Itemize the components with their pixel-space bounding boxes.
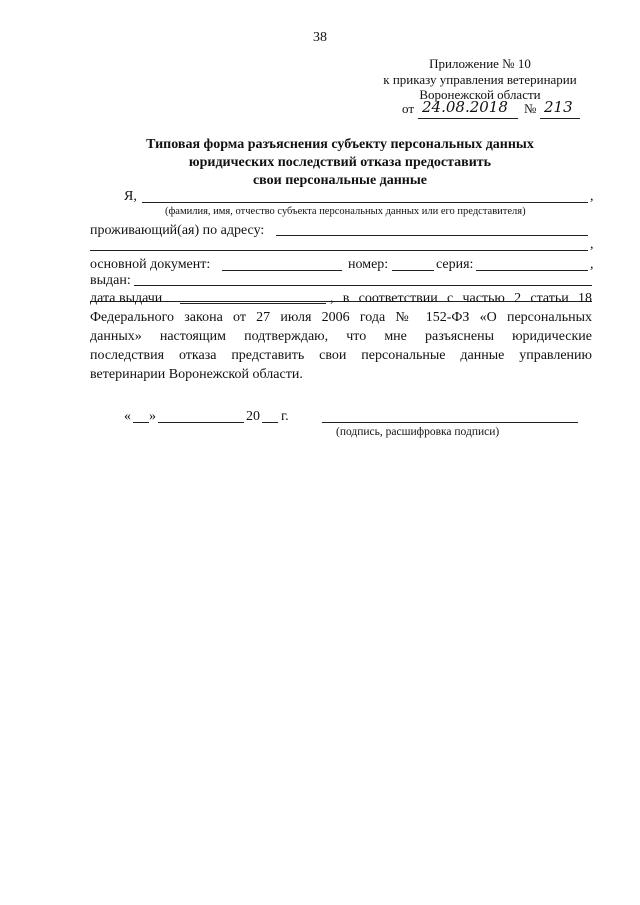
appendix-line-1: Приложение № 10 [429, 56, 531, 71]
month-field-line [158, 422, 244, 423]
year-prefix: 20 [246, 409, 260, 424]
address-field-line-1 [276, 235, 588, 236]
ya-comma: , [590, 189, 594, 204]
year-field-line [262, 422, 278, 423]
year-suffix: г. [281, 409, 289, 424]
appendix-date-value: 24.08.2018 [422, 98, 508, 116]
form-title-line-3: свои персональные данные [252, 173, 428, 188]
appendix-date-underline [418, 118, 518, 119]
body-text-line-4: последствия отказа представить свои персональные данные управлению [90, 348, 592, 363]
date-open-quote: « [124, 409, 131, 424]
date-close-quote: » [149, 409, 156, 424]
issued-field-line-1 [134, 285, 592, 286]
issue-date-label: дата выдачи [90, 291, 163, 306]
appendix-number-underline [540, 118, 580, 119]
ya-label: Я, [124, 189, 137, 204]
issue-date-field-line [180, 303, 326, 304]
body-text-line-5: ветеринарии Воронежской области. [90, 367, 303, 382]
page-number: 38 [313, 30, 327, 45]
body-text-line-2: Федерального закона от 27 июля 2006 года № 152-ФЗ «О персональных [90, 310, 592, 325]
appendix-date-prefix: от [402, 101, 415, 116]
address-field-line-2 [90, 250, 588, 251]
body-text [90, 308, 592, 384]
document-field-line [222, 270, 342, 271]
signature-caption: (подпись, расшифровка подписи) [336, 426, 500, 438]
appendix-number-prefix: № [524, 101, 537, 116]
document-label: основной документ: [90, 257, 211, 272]
address-label: проживающий(ая) по адресу: [90, 223, 265, 238]
number-label: номер: [348, 257, 389, 272]
appendix-number-value: 213 [544, 98, 573, 116]
appendix-line-2: к приказу управления ветеринарии [383, 72, 577, 87]
series-comma: , [590, 257, 594, 272]
fullname-field-line [142, 202, 588, 203]
appendix-line-3: Воронежской области [419, 87, 541, 102]
day-field-line [133, 422, 149, 423]
body-text-first: , в соответствии с частью 2 статьи 18 [330, 291, 592, 306]
form-title-line-1: Типовая форма разъяснения субъекту персональных данных [146, 137, 534, 152]
issued-label: выдан: [90, 273, 131, 288]
fullname-hint: (фамилия, имя, отчество субъекта персональных данных или его представителя) [165, 206, 526, 217]
address-comma: , [590, 237, 594, 252]
form-title-line-2: юридических последствий отказа предоставить [188, 155, 492, 170]
body-text-line-3: данных» настоящим подтверждаю, что мне разъяснены юридические [90, 329, 592, 344]
series-label: серия: [436, 257, 474, 272]
series-field-line [476, 270, 588, 271]
signature-field-line [322, 422, 578, 423]
number-field-line [392, 270, 434, 271]
